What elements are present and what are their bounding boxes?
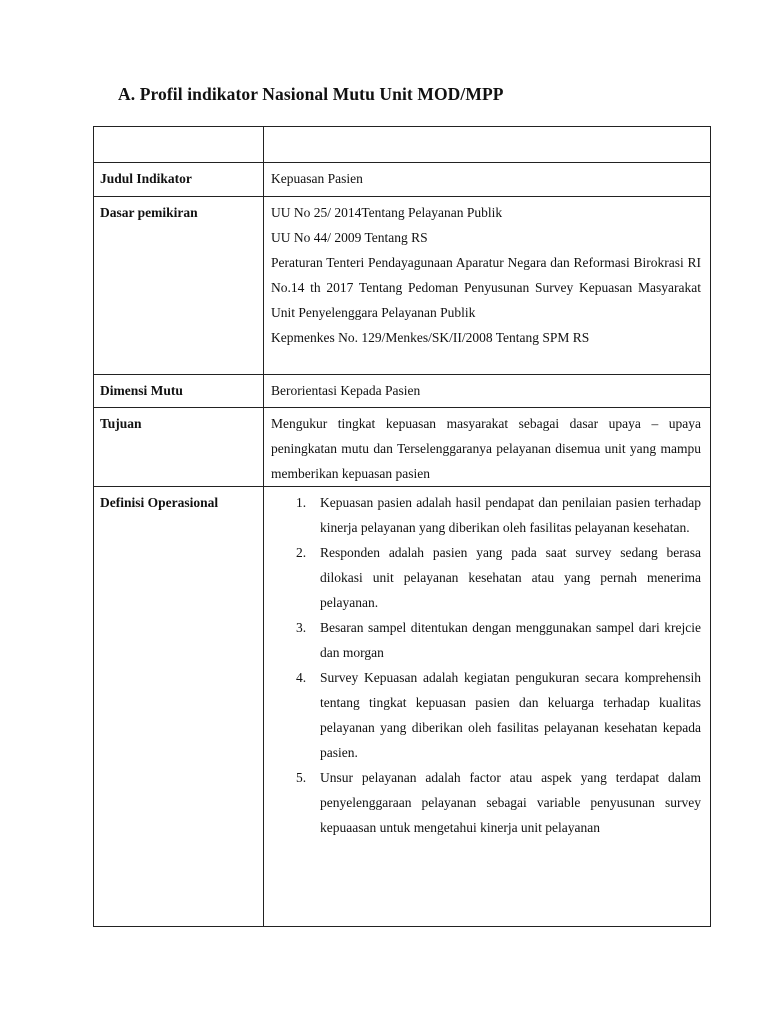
dasar-line-uu25: UU No 25/ 2014Tentang Pelayanan Publik: [271, 205, 503, 220]
table-row-dasar: [94, 197, 711, 375]
dasar-value: [264, 197, 711, 375]
table-header-row: [94, 127, 711, 163]
tujuan-label: Tujuan: [94, 408, 264, 487]
definisi-item-number: 1.: [296, 495, 307, 510]
definisi-item-number: 5.: [296, 770, 307, 785]
judul-label: Judul Indikator: [94, 163, 264, 197]
definisi-label: Definisi Operasional: [94, 487, 264, 927]
definisi-item: [271, 490, 701, 540]
definisi-item: [271, 765, 701, 840]
definisi-item: [271, 615, 701, 665]
definisi-item-number: 3.: [296, 620, 307, 635]
definisi-item-number: 2.: [296, 545, 307, 560]
dimensi-value: Berorientasi Kepada Pasien: [264, 375, 711, 408]
tujuan-value: [264, 408, 711, 487]
definisi-item-number: 4.: [296, 670, 307, 685]
definisi-item: [271, 665, 701, 765]
definisi-item-text: Survey Kepuasan adalah kegiatan pengukuran secara komprehensih tentang tingkat kepuasan pasien dan keluarga terhadap kualitas pelayanan yang diberikan oleh fasilitas pelayanan kesehatan kepada pasien.: [320, 670, 701, 760]
dasar-line-uu44: UU No 44/ 2009 Tentang RS: [271, 230, 428, 245]
dasar-label: Dasar pemikiran: [94, 197, 264, 375]
dasar-line-permenpan: Peraturan Tenteri Pendayagunaan Aparatur Negara dan Reformasi Birokrasi RI No.14 th 2017 Tentang Pedoman Penyusunan Survey Kepuasan Masyarakat Unit Penyelenggara Pelayanan Publik: [271, 255, 701, 320]
header-label-cell: [94, 127, 264, 163]
definisi-value: [264, 487, 711, 927]
table-row-dimensi: [94, 375, 711, 408]
table-row-judul: [94, 163, 711, 197]
definisi-item-text: Kepuasan pasien adalah hasil pendapat dan penilaian pasien terhadap kinerja pelayanan yang diberikan oleh fasilitas pelayanan kesehatan.: [320, 495, 701, 535]
document-heading: A. Profil indikator Nasional Mutu Unit MOD/MPP: [118, 84, 504, 104]
definisi-item-text: Unsur pelayanan adalah factor atau aspek yang terdapat dalam penyelenggaraan pelayanan sebagai variable penyusunan survey kepuaasan untuk mengetahui kinerja unit pelayanan: [320, 770, 701, 835]
definisi-item: [271, 540, 701, 615]
header-value-cell: [264, 127, 711, 163]
indicator-profile-table: [93, 126, 711, 927]
dimensi-label: Dimensi Mutu: [94, 375, 264, 408]
table-row-definisi: [94, 487, 711, 927]
definisi-item-text: Responden adalah pasien yang pada saat survey sedang berasa dilokasi unit pelayanan kesehatan atau yang pernah menerima pelayanan.: [320, 545, 701, 610]
dasar-line-kepmenkes: Kepmenkes No. 129/Menkes/SK/II/2008 Tentang SPM RS: [271, 330, 590, 345]
judul-value: Kepuasan Pasien: [264, 163, 711, 197]
tujuan-text: Mengukur tingkat kepuasan masyarakat sebagai dasar upaya – upaya peningkatan mutu dan Terselenggaranya pelayanan disemua unit yang mampu memberikan kepuasan pasien: [271, 416, 701, 481]
definisi-item-text: Besaran sampel ditentukan dengan menggunakan sampel dari krejcie dan morgan: [320, 620, 701, 660]
table-row-tujuan: [94, 408, 711, 487]
